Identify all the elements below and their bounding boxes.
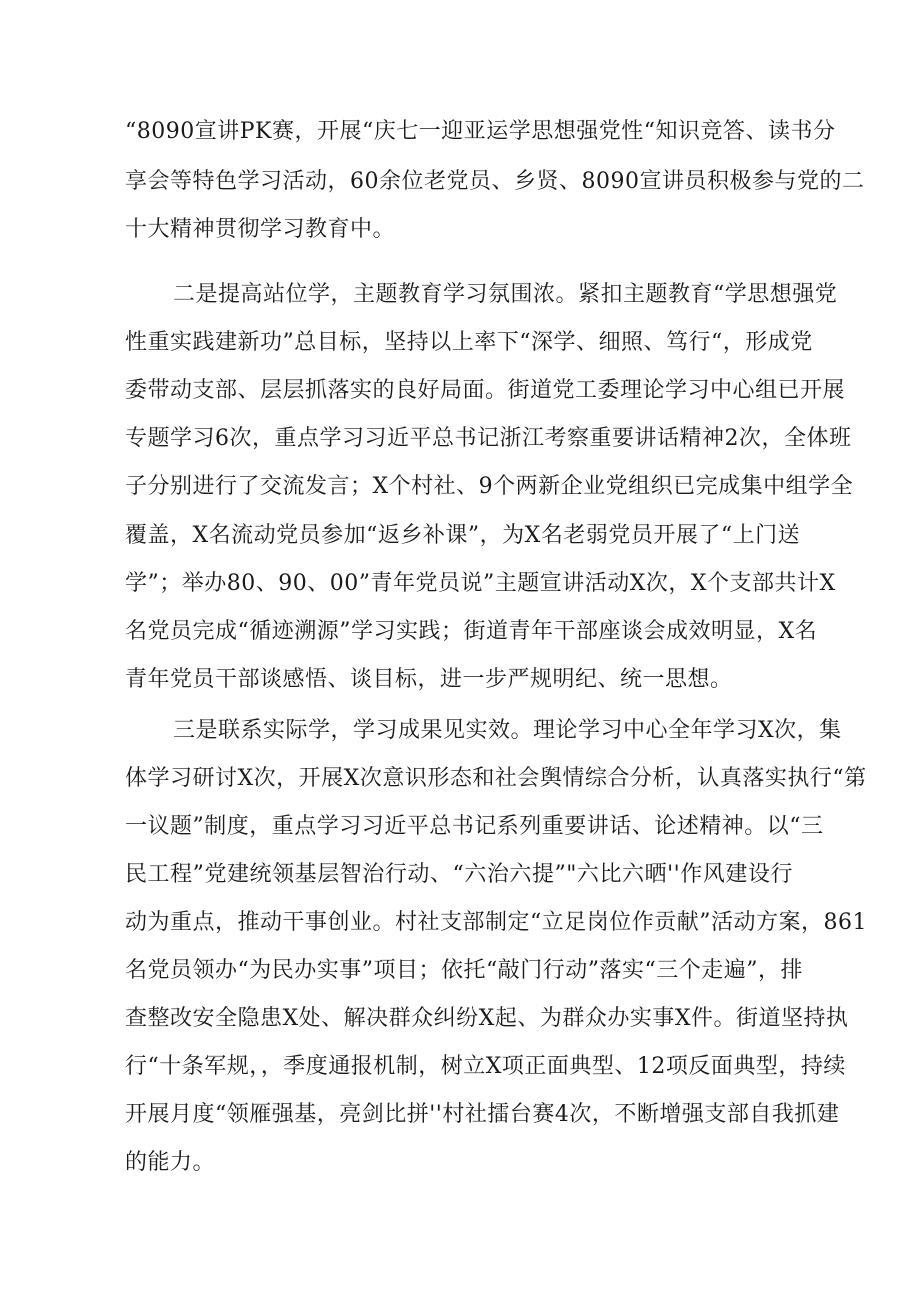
paragraph-1-line-2: 享会等特色学习活动，60余位老党员、乡贤、8090宣讲员积极参与党的二 <box>125 169 865 194</box>
paragraph-1-line-1: “8090宣讲PK赛，开展“庆七一迎亚运学思想强党性“知识竞答、读书分 <box>125 119 836 144</box>
paragraph-2-line-6: 覆盖，X名流动党员参加“返乡补课”，为X名老弱党员开展了“上门送 <box>125 523 801 548</box>
paragraph-3-line-9: 开展月度“领雁强基，亮剑比拼''村社擂台赛4次，不断增强支部自我抓建 <box>125 1102 840 1127</box>
paragraph-2-line-5: 子分别进行了交流发言；X个村社、9个两新企业党组织已完成集中组学全 <box>125 474 854 499</box>
paragraph-1-line-3: 十大精神贯彻学习教育中。 <box>125 217 396 242</box>
paragraph-2-line-3: 委带动支部、层层抓落实的良好局面。街道党工委理论学习中心组已开展 <box>125 378 846 403</box>
paragraph-3-line-7: 查整改安全隐患X处、解决群众纠纷X起、为群众办实事X件。街道坚持执 <box>125 1006 849 1031</box>
paragraph-3-line-5: 动为重点，推动干事创业。村社支部制定“立足岗位作贡献”活动方案，861 <box>125 910 867 935</box>
paragraph-2-line-1: 二是提高站位学，主题教育学习氛围浓。紧扣主题教育“学思想强党 <box>173 282 838 307</box>
paragraph-3-line-8: 行“十条军规，，季度通报机制，树立X项正面典型、12项反面典型，持续 <box>125 1054 846 1079</box>
paragraph-2-line-7: 学”；举办80、90、00”青年党员说”主题宣讲活动X次，X个支部共计X <box>125 571 836 596</box>
paragraph-3-line-1: 三是联系实际学，学习成果见实效。理论学习中心全年学习X次，集 <box>173 718 842 743</box>
paragraph-2-line-2: 性重实践建新功”总目标，坚持以上率下“深学、细照、笃行“，形成党 <box>125 330 813 355</box>
paragraph-2-line-8: 名党员完成“循迹溯源”学习实践；街道青年干部座谈会成效明显，X名 <box>125 619 818 644</box>
paragraph-3-line-3: 一议题”制度，重点学习习近平总书记系列重要讲话、论述精神。以“三 <box>125 814 824 839</box>
paragraph-3-line-6: 名党员领办“为民办实事”项目；依托“敲门行动”落实“三个走遍”，排 <box>125 958 803 983</box>
paragraph-2-line-4: 专题学习6次，重点学习习近平总书记浙江考察重要讲话精神2次，全体班 <box>125 426 852 451</box>
paragraph-3-line-10: 的能力。 <box>125 1150 216 1175</box>
paragraph-3-line-4: 民工程”党建统领基层智治行动、“六治六提”"六比六晒''作风建设行 <box>125 862 793 887</box>
paragraph-3-line-2: 体学习研讨X次，开展X次意识形态和社会舆情综合分析，认真落实执行“第 <box>125 766 867 791</box>
paragraph-2-line-9: 青年党员干部谈感悟、谈目标，进一步严规明纪、统一思想。 <box>125 667 733 692</box>
